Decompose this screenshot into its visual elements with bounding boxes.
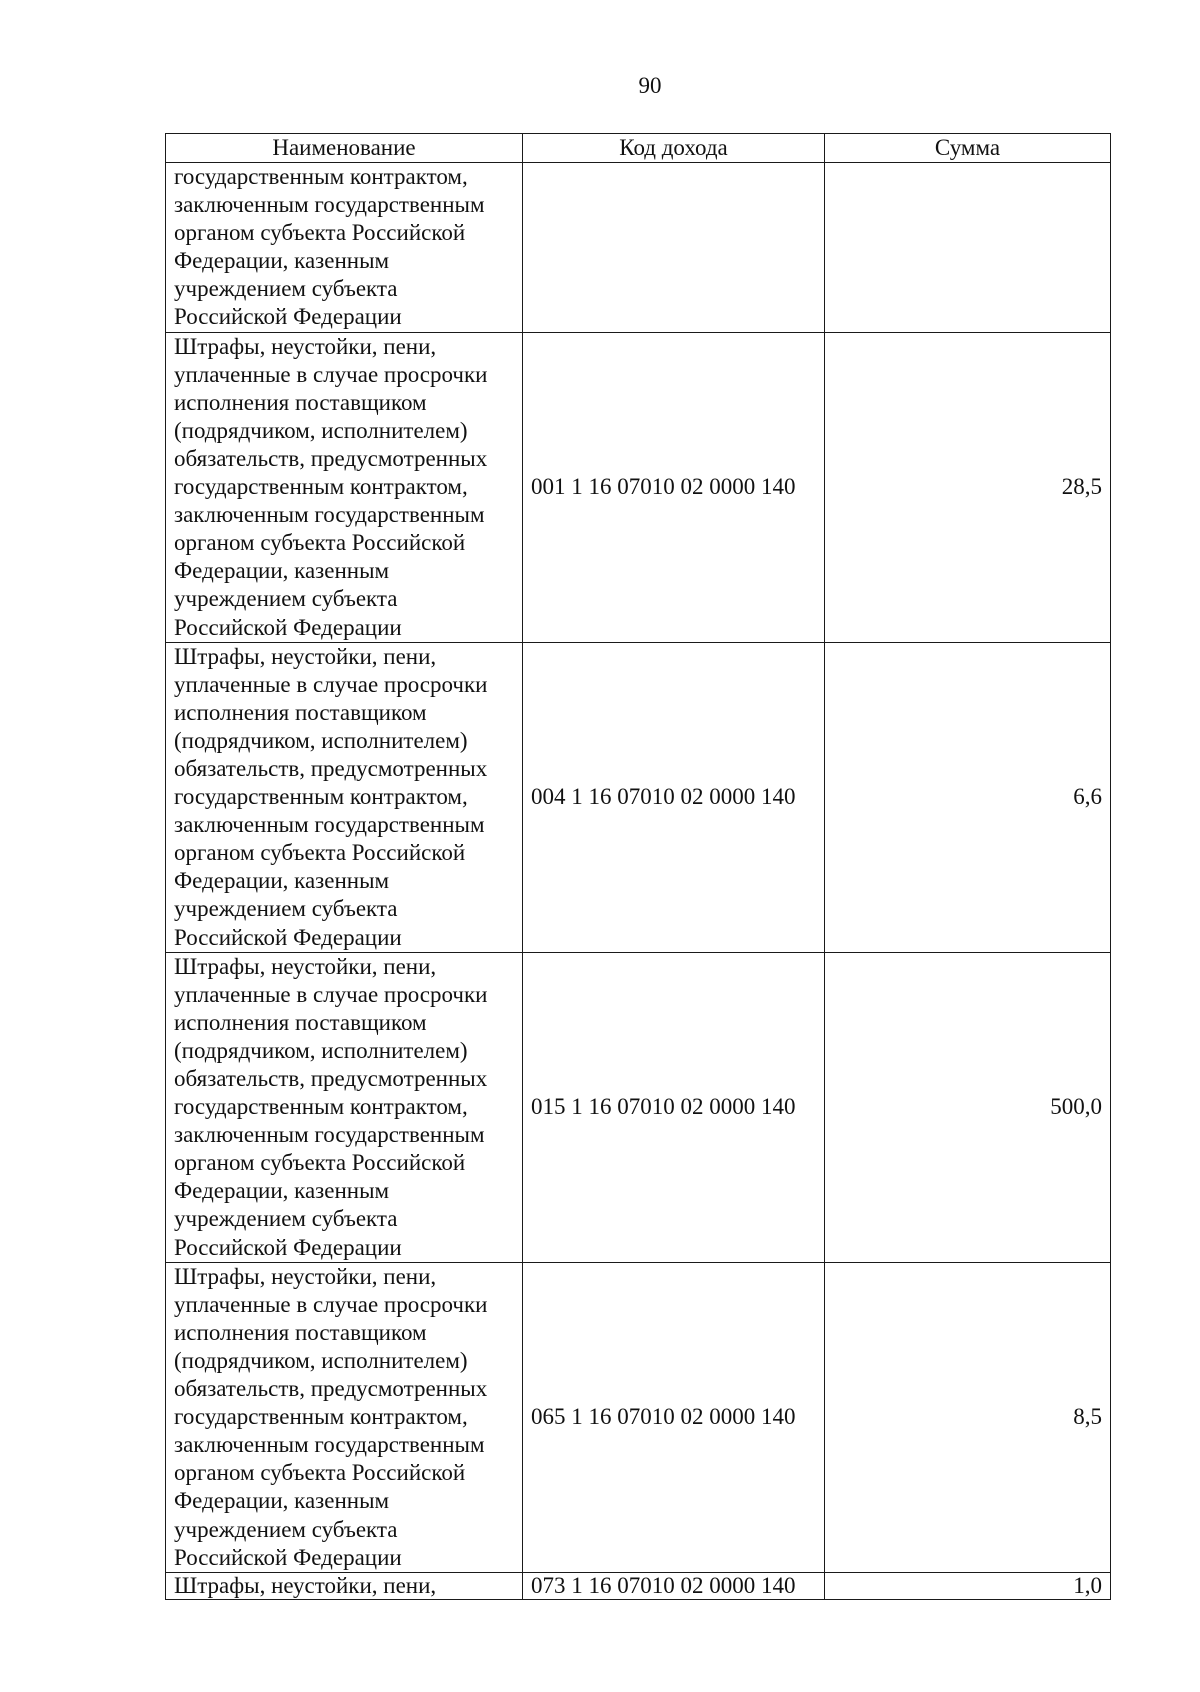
revenue-sum-cell [825, 163, 1111, 333]
revenue-name-cell [166, 1262, 523, 1572]
revenue-code-cell: 004 1 16 07010 02 0000 140 [523, 642, 825, 952]
revenue-name-cell [166, 1572, 523, 1599]
revenue-name-line: Штрафы, неустойки, пени, [174, 643, 437, 669]
revenue-sum-cell: 28,5 [825, 332, 1111, 642]
header-code: Код дохода [523, 134, 825, 163]
revenue-name-line: исполнения поставщиком [174, 389, 427, 415]
revenue-name-line: Федерации, казенным [174, 248, 390, 274]
income-table [165, 133, 1111, 1600]
revenue-name-line: исполнения поставщиком [174, 1009, 427, 1035]
page-number: 90 [638, 73, 662, 98]
revenue-name-line: государственным контрактом, [174, 474, 468, 500]
revenue-sum-cell: 8,5 [825, 1262, 1111, 1572]
revenue-name-line: обязательств, предусмотренных [174, 1066, 488, 1091]
revenue-name-line: уплаченные в случае просрочки [174, 981, 488, 1007]
revenue-name-line: Штрафы, неустойки, пени, [174, 333, 437, 359]
revenue-code-cell: 065 1 16 07010 02 0000 140 [523, 1262, 825, 1572]
revenue-sum-cell: 500,0 [825, 952, 1111, 1262]
revenue-name-line: заключенным государственным [174, 812, 485, 838]
revenue-name-line: (подрядчиком, исполнителем) [174, 417, 468, 443]
revenue-name-line: государственным контрактом, [174, 1404, 468, 1430]
revenue-name-line: органом субъекта Российской [174, 220, 466, 246]
table-body [166, 163, 1111, 1600]
revenue-name-line: Российской Федерации [174, 1544, 402, 1570]
revenue-name-line: Федерации, казенным [174, 868, 390, 894]
revenue-name-line: Штрафы, неустойки, пени, [174, 1263, 437, 1289]
revenue-name-cell [166, 642, 523, 952]
revenue-name-line: Штрафы, неустойки, пени, [174, 953, 437, 979]
revenue-name-line: обязательств, предусмотренных [174, 755, 488, 781]
revenue-name-line: органом субъекта Российской [174, 840, 466, 866]
revenue-name-line: органом субъекта Российской [174, 1460, 466, 1486]
revenue-name-line: заключенным государственным [174, 1432, 485, 1458]
table-header-row [166, 134, 1111, 163]
revenue-code-cell [523, 163, 825, 333]
revenue-name-line: учреждением субъекта [174, 1206, 398, 1232]
revenue-sum-cell: 1,0 [825, 1572, 1111, 1599]
revenue-name-line: органом субъекта Российской [174, 530, 466, 556]
table-row [166, 1572, 1111, 1599]
revenue-name-line: (подрядчиком, исполнителем) [174, 1347, 468, 1373]
table-row [166, 163, 1111, 333]
revenue-name-line: Российской Федерации [174, 924, 402, 950]
revenue-name-line: уплаченные в случае просрочки [174, 1291, 488, 1317]
revenue-name-cell [166, 163, 523, 333]
revenue-code-cell: 015 1 16 07010 02 0000 140 [523, 952, 825, 1262]
revenue-name-line: обязательств, предусмотренных [174, 445, 488, 471]
revenue-name-line: государственным контрактом, [174, 784, 468, 810]
revenue-name-line: учреждением субъекта [174, 896, 398, 922]
revenue-name-line: исполнения поставщиком [174, 1319, 427, 1345]
revenue-name-line: государственным контрактом, [174, 1094, 468, 1120]
revenue-name-line: заключенным государственным [174, 502, 485, 528]
revenue-name-line: Федерации, казенным [174, 1488, 390, 1514]
revenue-name-line: уплаченные в случае просрочки [174, 361, 488, 387]
revenue-name-line: учреждением субъекта [174, 1516, 398, 1542]
revenue-name-line: органом субъекта Российской [174, 1150, 466, 1176]
revenue-code-cell: 073 1 16 07010 02 0000 140 [523, 1572, 825, 1599]
revenue-name-cell [166, 952, 523, 1262]
revenue-name-line: государственным контрактом, [174, 164, 468, 189]
revenue-name-line: учреждением субъекта [174, 276, 398, 302]
header-name: Наименование [166, 134, 523, 163]
header-sum: Сумма [825, 134, 1111, 163]
table-row [166, 332, 1111, 642]
revenue-name-line: Штрафы, неустойки, пени, [174, 1572, 437, 1598]
revenue-name-line: (подрядчиком, исполнителем) [174, 727, 468, 753]
revenue-name-line: обязательств, предусмотренных [174, 1376, 488, 1402]
table-row [166, 952, 1111, 1262]
revenue-name-line: исполнения поставщиком [174, 699, 427, 725]
revenue-name-line: уплаченные в случае просрочки [174, 671, 488, 697]
revenue-name-line: Российской Федерации [174, 614, 402, 640]
revenue-name-line: заключенным государственным [174, 192, 485, 218]
revenue-name-line: заключенным государственным [174, 1122, 485, 1148]
revenue-sum-cell: 6,6 [825, 642, 1111, 952]
revenue-name-line: Российской Федерации [174, 304, 402, 330]
revenue-name-line: (подрядчиком, исполнителем) [174, 1037, 468, 1063]
table-row [166, 642, 1111, 952]
revenue-name-line: учреждением субъекта [174, 586, 398, 612]
revenue-name-line: Федерации, казенным [174, 1178, 390, 1204]
revenue-name-cell [166, 332, 523, 642]
table-row [166, 1262, 1111, 1572]
revenue-name-line: Федерации, казенным [174, 558, 390, 584]
revenue-code-cell: 001 1 16 07010 02 0000 140 [523, 332, 825, 642]
revenue-name-line: Российской Федерации [174, 1234, 402, 1260]
